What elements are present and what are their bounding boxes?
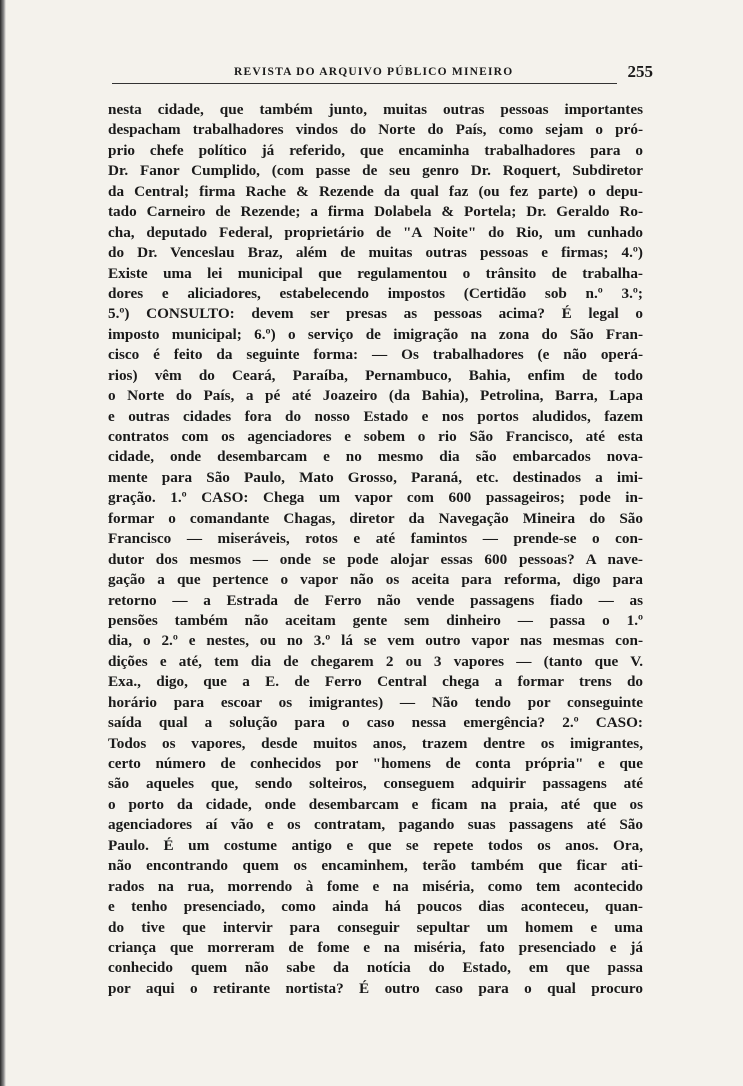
text-line: criança que morreram de fome e na miséria, fato presenciado e já [108,938,643,956]
text-line: do tive que intervir para conseguir sepultar um homem e uma [108,918,643,936]
text-line: Exa., digo, que a E. de Ferro Central chega a formar trens do [108,673,643,691]
text-line: 5.º) CONSULTO: devem ser presas as pessoas acima? É legal o [108,305,643,323]
text-line: cha, deputado Federal, proprietário de "A Noite" do Rio, um cunhado [108,223,643,241]
running-title: REVISTA DO ARQUIVO PÚBLICO MINEIRO [234,66,514,78]
text-line: conhecido quem não sabe da notícia do Estado, em que passa [108,959,643,977]
text-line: Dr. Fanor Cumplido, (com passe de seu genro Dr. Roquert, Subdiretor [108,162,643,180]
text-line: gração. 1.º CASO: Chega um vapor com 600 passageiros; pode in- [108,489,643,507]
text-line: horário para escoar os imigrantes) — Não tendo por conseguinte [108,693,643,711]
text-line: do Dr. Venceslau Braz, além de muitas outras pessoas e firmas; 4.º) [108,244,643,262]
text-line: são aqueles que, sendo solteiros, conseguem adquirir passagens até [108,775,643,793]
text-line: dições e até, tem dia de chegarem 2 ou 3 vapores — (tanto que V. [108,652,643,670]
text-line: cisco é feito da seguinte forma: — Os trabalhadores (e não operá- [108,346,643,364]
text-line: prio chefe político já referido, que encaminha trabalhadores para o [108,141,643,159]
body-text [108,100,643,999]
text-line: Francisco — miseráveis, rotos e até famintos — prende-se o con- [108,530,643,548]
text-line: por aqui o retirante nortista? É outro caso para o qual procuro [108,979,643,997]
text-line: retorno — a Estrada de Ferro não vende passagens fiado — as [108,591,643,609]
text-line: certo número de conhecidos por "homens de conta própria" e que [108,755,643,772]
text-line: e tenho presenciado, como ainda há poucos dias aconteceu, quan- [108,898,643,916]
text-line: despacham trabalhadores vindos do Norte do País, como sejam o pró- [108,121,643,139]
text-line: cidade, onde desembarcam e no mesmo dia são embarcados nova- [108,448,643,466]
text-line: gação a que pertence o vapor não os aceita para reforma, digo para [108,571,643,589]
text-line: dutor dos mesmos — onde se pode alojar essas 600 pessoas? A nave- [108,550,643,568]
text-line: imposto municipal; 6.º) o serviço de imigração na zona do São Fran- [108,325,643,343]
text-line: formar o comandante Chagas, diretor da Navegação Mineira do São [108,509,643,527]
text-line: rados na rua, morrendo à fome e na miséria, como tem acontecido [108,877,643,895]
text-line: pensões também não aceitam gente sem dinheiro — passa o 1.º [108,611,643,629]
text-line: Existe uma lei municipal que regulamentou o trânsito de trabalha- [108,264,643,282]
text-line: dores e aliciadores, estabelecendo impostos (Certidão sob n.º 3.º; [108,284,643,302]
text-line: da Central; firma Rache & Rezende da qual faz (ou fez parte) o depu- [108,182,643,200]
text-line: saída qual a solução para o caso nessa emergência? 2.º CASO: [108,714,643,732]
text-line: mente para São Paulo, Mato Grosso, Paraná, etc. destinados a imi- [108,468,643,486]
text-line: tado Carneiro de Rezende; a firma Dolabela & Portela; Dr. Geraldo Ro- [108,203,643,221]
text-line: agenciadores aí vão e os contratam, pagando suas passagens até São [108,816,643,834]
text-line: o Norte do País, a pé até Joazeiro (da Bahia), Petrolina, Barra, Lapa [108,387,643,405]
text-line: não encontrando quem os encaminhem, terão também que ficar ati- [108,857,643,875]
running-header [112,62,657,92]
text-line: Todos os vapores, desde muitos anos, trazem dentre os imigrantes, [108,734,643,752]
header-rule [112,83,617,84]
text-line: e outras cidades fora do nosso Estado e nos portos aludidos, fazem [108,407,643,425]
text-line: nesta cidade, que também junto, muitas outras pessoas importantes [108,101,643,118]
text-line: dia, o 2.º e nestes, ou no 3.º lá se vem outro vapor nas mesmas con- [108,632,643,650]
page-number: 255 [627,62,653,81]
text-line: Paulo. É um costume antigo e que se repete todos os anos. Ora, [108,836,643,854]
text-line: contratos com os agenciadores e sobem o rio São Francisco, até esta [108,428,643,445]
text-line: rios) vêm do Ceará, Paraíba, Pernambuco, Bahia, enfim de todo [108,366,643,384]
page-binding-edge [0,0,6,1086]
text-line: o porto da cidade, onde desembarcam e ficam na praia, até que os [108,795,643,813]
